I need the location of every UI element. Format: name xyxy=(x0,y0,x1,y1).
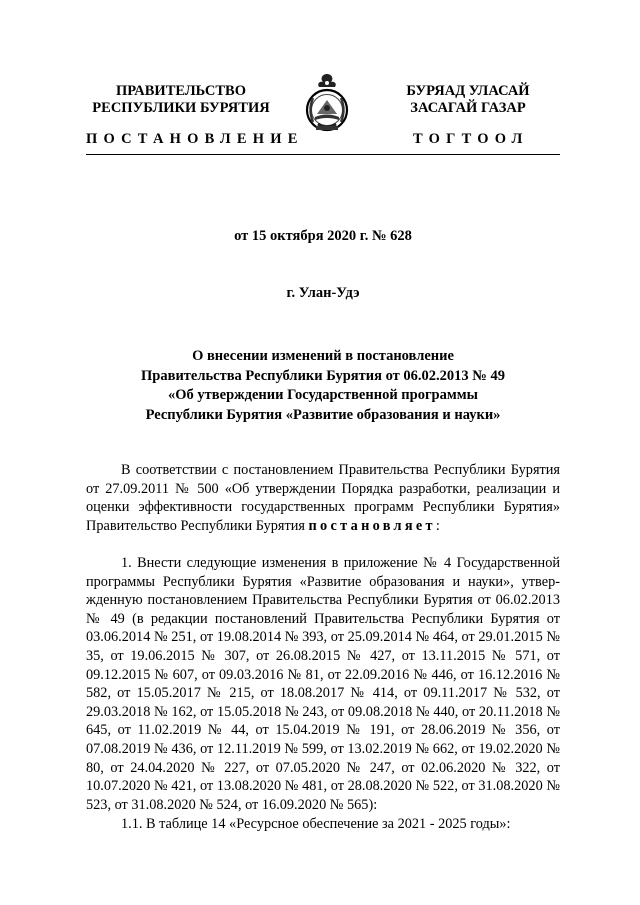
city: г. Улан-Удэ xyxy=(286,285,360,301)
preamble-colon: : xyxy=(435,517,440,534)
issuer-ru xyxy=(86,83,276,117)
resolves-word: постановляет xyxy=(308,517,436,534)
issuer-ru-line2: РЕСПУБЛИКИ БУРЯТИЯ xyxy=(92,100,270,116)
doc-type-ru: ПОСТАНОВЛЕНИЕ xyxy=(86,131,304,147)
title-line-4: Республики Бурятия «Развитие образования и науки» xyxy=(145,406,501,423)
item-1-paragraph: 1. Внести следующие изменения в приложение № 4 Государственной программы Республики Бурятия «Развитие образования и науки», утвержденную постановлением Правительства Республики Бурятия от 06.02.2013 № 49 (в редакции постановлений Правительства Республики Бурятия от 03.06.2014 № 251, от 19.08.2014 № 393, от 25.09.2014 № 464, от 29.01.2015 № 35, от 19.06.2015 № 307, от 26.08.2015 № 427, от 13.11.2015 № 571, от 09.12.2015 № 607, от 09.03.2016 № 81, от 22.09.2016 № 446, от 16.12.2016 № 582, от 15.05.2017 № 215, от 18.08.2017 № 414, от 09.11.2017 № 532, от 29.03.2018 № 162, от 15.05.2018 № 243, от 09.08.2018 № 440, от 20.11.2018 № 645, от 11.02.2019 № 44, от 15.04.2019 № 191, от 28.06.2019 № 356, от 07.08.2019 № 436, от 12.11.2019 № 599, от 13.02.2019 № 662, от 19.02.2020 № 80, от 24.04.2020 № 227, от 07.05.2020 № 247, от 02.06.2020 № 322, от 10.07.2020 № 421, от 13.08.2020 № 481, от 28.08.2020 № 522, от 31.08.2020 № 523, от 31.08.2020 № 524, от 16.09.2020 № 565): xyxy=(86,555,560,813)
preamble-paragraph xyxy=(86,461,560,535)
issuer-bua-line1: БУРЯАД УЛАСАЙ xyxy=(406,83,530,99)
title-line-1: О внесении изменений в постановление xyxy=(192,348,454,364)
issuer-bua-line2: ЗАСАГАЙ ГАЗАР xyxy=(410,100,526,116)
item-1-1-paragraph: 1.1. В таблице 14 «Ресурсное обеспечение за 2021 - 2025 годы»: xyxy=(121,816,511,832)
preamble-text: В соответствии с постановлением Правительства Республики Бурятия от 27.09.2011 № 500 «Об утверждении Порядка разработки, реализации и оценки эффективности государственных программ Республики Бурятия» Правительство Республики Бурятия xyxy=(86,462,560,534)
issuer-ru-line1: ПРАВИТЕЛЬСТВО xyxy=(116,83,246,99)
document-title xyxy=(86,347,560,425)
coat-of-arms-icon xyxy=(302,70,352,136)
doc-type-bua: ТОГТООЛ xyxy=(413,131,529,147)
issuer-bua xyxy=(376,83,560,117)
date-number: от 15 октября 2020 г. № 628 xyxy=(234,228,412,244)
header-divider xyxy=(86,154,560,155)
title-line-3: «Об утверждении Государственной программы xyxy=(168,387,478,403)
title-line-2: Правительства Республики Бурятия от 06.02.2013 № 49 xyxy=(141,367,505,384)
